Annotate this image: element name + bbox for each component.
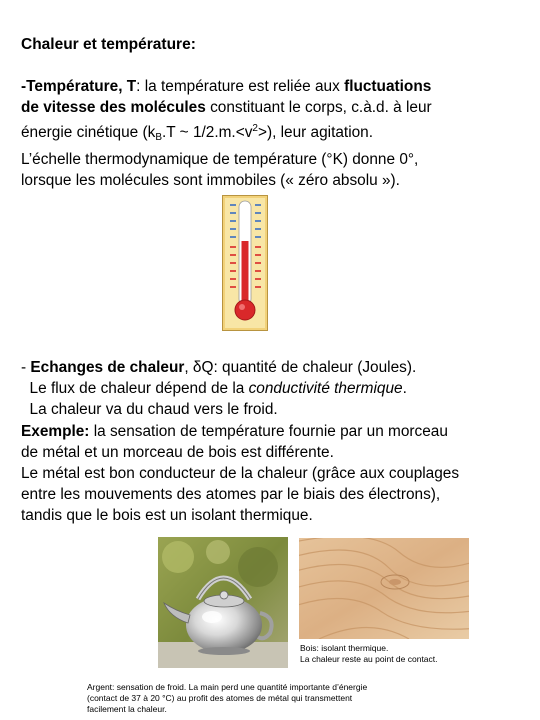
- wood-photo: [299, 538, 469, 639]
- conductivite-term: conductivité thermique: [248, 380, 403, 398]
- echanges-line-3: La chaleur va du chaud vers le froid.: [21, 401, 278, 419]
- thermometer-icon: [222, 195, 268, 331]
- echanges-line-7: entre les mouvements des atomes par le biais des électrons),: [21, 486, 441, 504]
- fluctuations-term: fluctuations: [344, 78, 432, 95]
- exemple-label: Exemple:: [21, 422, 90, 440]
- temperature-line-5: lorsque les molécules sont immobiles (« zéro absolu »).: [21, 171, 400, 189]
- echanges-line-5: de métal et un morceau de bois est différente.: [21, 443, 334, 461]
- page-title: Chaleur et température:: [21, 36, 196, 53]
- temperature-line-4: L’échelle thermodynamique de température (°K) donne 0°,: [21, 150, 419, 168]
- temperature-line-2: de vitesse des molécules constituant le corps, c.à.d. à leur: [21, 99, 432, 117]
- kettle-photo: [158, 537, 288, 668]
- exemple-line: Exemple: la sensation de température fournie par un morceau: [21, 422, 448, 440]
- temperature-line-3: énergie cinétique ($k_B.T$ ~ $1/2.m.<v^2>$), leur agitation.: [21, 123, 374, 144]
- echanges-term: Echanges de chaleur: [30, 359, 185, 376]
- wood-caption: Bois: isolant thermique. La chaleur reste au point de contact.: [300, 643, 438, 664]
- temperature-term: -Température, T: [21, 78, 137, 95]
- echanges-line-6: Le métal est bon conducteur de la chaleur (grâce aux couplages: [21, 465, 460, 483]
- echanges-line-2: Le flux de chaleur dépend de la conductivité thermique.: [21, 380, 407, 398]
- temperature-paragraph: [21, 76, 432, 191]
- echanges-line-8: tandis que le bois est un isolant thermique.: [21, 507, 313, 525]
- temperature-line-1: -Température, T: la température est reliée aux fluctuations: [21, 78, 432, 95]
- echanges-line-1: - Echanges de chaleur, δQ: quantité de chaleur (Joules).: [21, 359, 417, 376]
- echanges-paragraph: [21, 357, 459, 527]
- metal-caption: Argent: sensation de froid. La main perd une quantité importante d’énergie (contact de 37 à 20 °C) au profit des atomes de métal qui transmettent facilement la chaleur.: [87, 682, 368, 714]
